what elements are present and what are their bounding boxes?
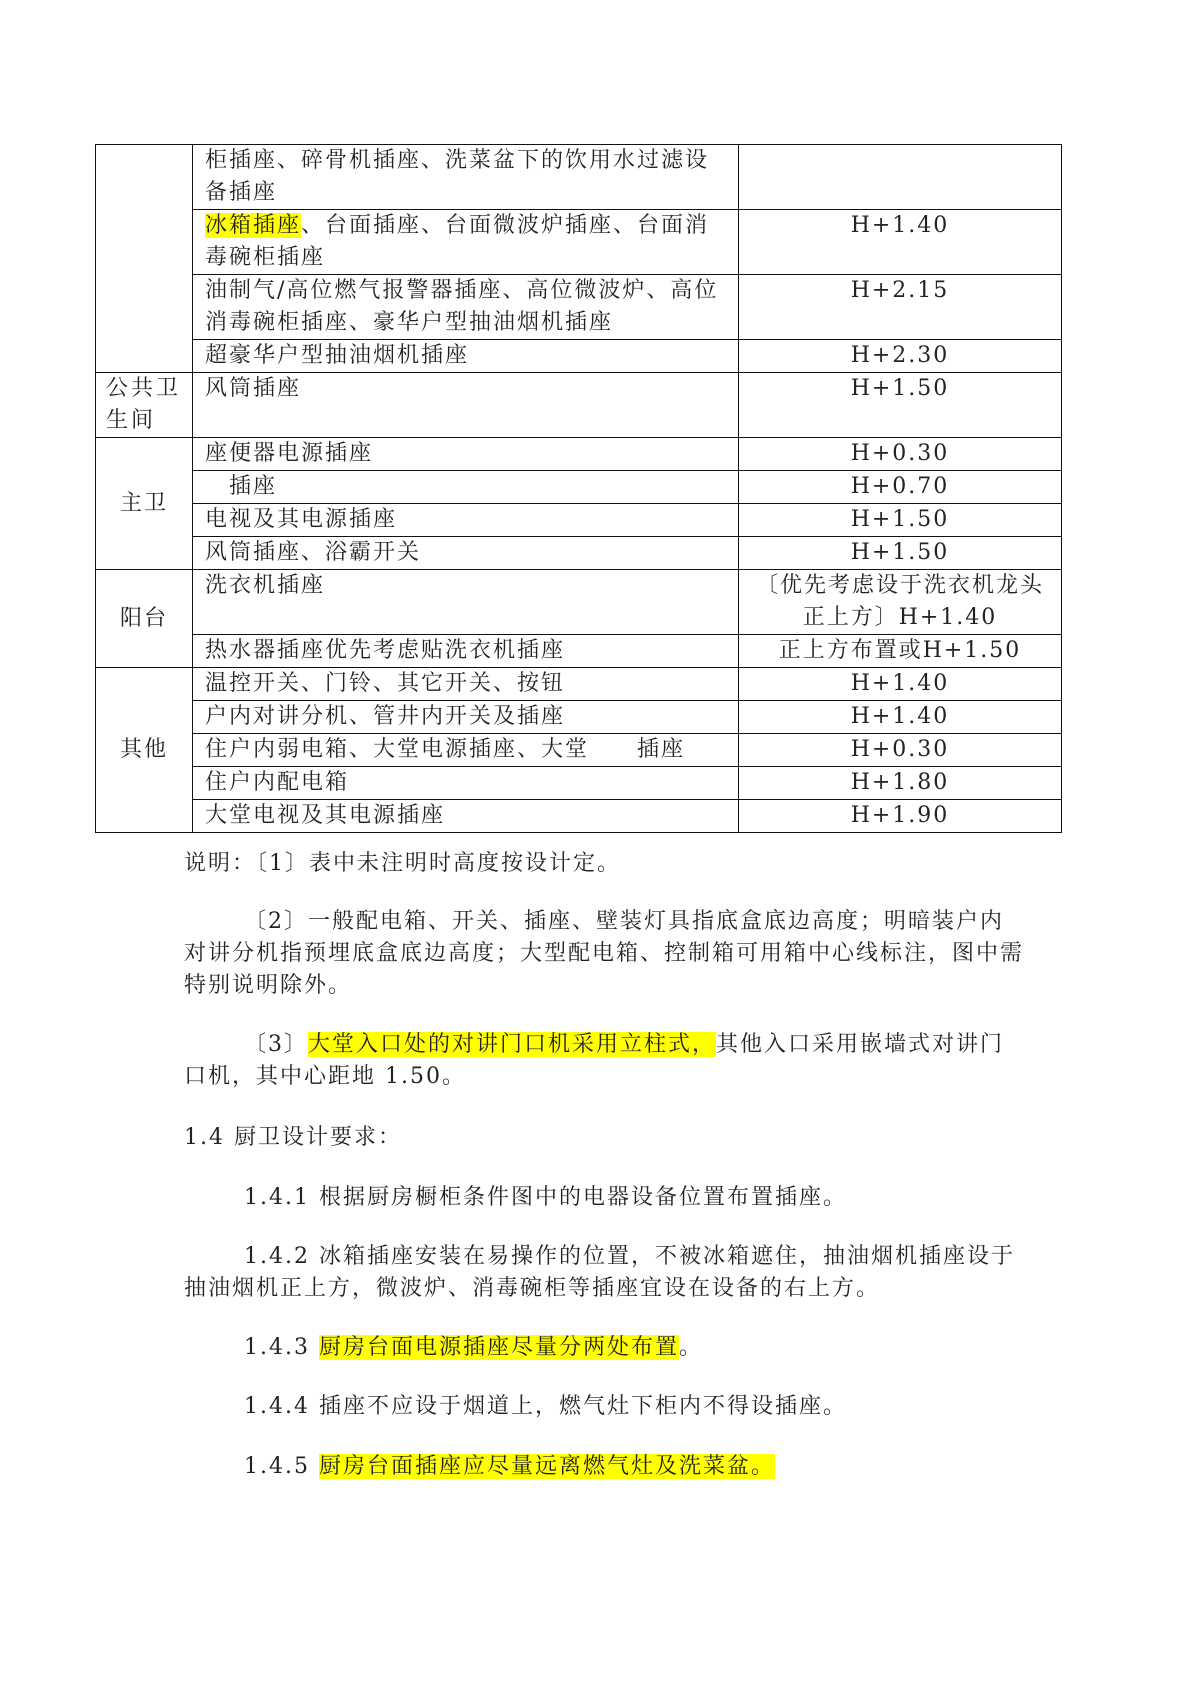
- item-1-4-5-highlight: 厨房台面插座应尽量远离燃气灶及洗菜盆。: [318, 1454, 775, 1479]
- desc-cell: 洗衣机插座: [193, 570, 739, 635]
- value-cell: H+1.40: [739, 701, 1062, 734]
- desc-cell: 大堂电视及其电源插座: [193, 800, 739, 833]
- value-cell: H+1.40: [739, 668, 1062, 701]
- note-3-prefix: 〔3〕: [244, 1032, 308, 1057]
- desc-cell: 柜插座、碎骨机插座、洗菜盆下的饮用水过滤设备插座: [193, 145, 739, 210]
- table-row: [96, 734, 1062, 767]
- category-cell: 其他: [96, 668, 193, 833]
- desc-cell: 超豪华户型抽油烟机插座: [193, 340, 739, 373]
- desc-cell: 温控开关、门铃、其它开关、按钮: [193, 668, 739, 701]
- desc-cell: 户内对讲分机、管井内开关及插座: [193, 701, 739, 734]
- value-cell: H+2.15: [739, 275, 1062, 340]
- desc-cell: [193, 210, 739, 275]
- table-row: [96, 373, 1062, 438]
- value-cell: H+1.90: [739, 800, 1062, 833]
- category-cell: 公共卫生间: [96, 373, 193, 438]
- desc-cell: 住户内配电箱: [193, 767, 739, 800]
- value-cell: H+1.50: [739, 504, 1062, 537]
- table-row: [96, 570, 1062, 635]
- value-cell: H+1.50: [739, 373, 1062, 438]
- desc-cell: 插座: [193, 471, 739, 504]
- note-3-text: 其他入口采用嵌墙式对讲门口机，其中心距地 1.50。: [184, 1032, 1005, 1089]
- value-cell: 正上方布置或H+1.50: [739, 635, 1062, 668]
- item-1-4-3-highlight: 厨房台面电源插座尽量分两处布置: [318, 1335, 679, 1360]
- note-3: [184, 1029, 1024, 1093]
- note-3-highlight: 大堂入口处的对讲门口机采用立柱式，: [308, 1032, 717, 1057]
- desc-cell: 油制气/高位燃气报警器插座、高位微波炉、高位消毒碗柜插座、豪华户型抽油烟机插座: [193, 275, 739, 340]
- item-number: 1.4.3: [244, 1335, 319, 1360]
- value-cell: H+1.40: [739, 210, 1062, 275]
- category-cell: 主卫: [96, 438, 193, 570]
- desc-cell: 电视及其电源插座: [193, 504, 739, 537]
- highlight-text: 冰箱插座: [205, 213, 302, 238]
- value-cell: H+0.70: [739, 471, 1062, 504]
- table-row: [96, 145, 1062, 210]
- value-cell: H+0.30: [739, 438, 1062, 471]
- table-row: [96, 210, 1062, 275]
- desc-cell: 住户内弱电箱、大堂电源插座、大堂 插座: [193, 734, 739, 767]
- item-1-4-4: 1.4.4 插座不应设于烟道上，燃气灶下柜内不得设插座。: [244, 1394, 847, 1419]
- item-text: 。: [679, 1335, 704, 1360]
- value-cell: H+1.50: [739, 537, 1062, 570]
- value-cell: H+0.30: [739, 734, 1062, 767]
- value-cell: H+2.30: [739, 340, 1062, 373]
- desc-cell: 座便器电源插座: [193, 438, 739, 471]
- value-cell: H+1.80: [739, 767, 1062, 800]
- value-cell: 〔优先考虑设于洗衣机龙头正上方〕H+1.40: [739, 570, 1062, 635]
- table-row: [96, 340, 1062, 373]
- table-row: [96, 635, 1062, 668]
- table-row: [96, 668, 1062, 701]
- desc-cell: 热水器插座优先考虑贴洗衣机插座: [193, 635, 739, 668]
- desc-cell: 风筒插座: [193, 373, 739, 438]
- category-cell: 阳台: [96, 570, 193, 668]
- table-row: [96, 504, 1062, 537]
- table-row: [96, 537, 1062, 570]
- table-row: [96, 800, 1062, 833]
- item-1-4-1: 1.4.1 根据厨房橱柜条件图中的电器设备位置布置插座。: [244, 1185, 847, 1210]
- desc-cell: 风筒插座、浴霸开关: [193, 537, 739, 570]
- item-1-4-2: 1.4.2 冰箱插座安装在易操作的位置，不被冰箱遮住，抽油烟机插座设于抽油烟机正上方，微波炉、消毒碗柜等插座宜设在设备的右上方。: [184, 1244, 1015, 1301]
- table-row: [96, 438, 1062, 471]
- item-1-4-3: [184, 1332, 1024, 1364]
- item-1-4-5: [184, 1451, 1024, 1483]
- value-cell: [739, 145, 1062, 210]
- outlet-height-table: [95, 144, 1062, 833]
- table-row: [96, 471, 1062, 504]
- note-1: 说明：〔1〕表中未注明时高度按设计定。: [184, 851, 621, 876]
- table-row: [96, 275, 1062, 340]
- category-cell-kitchen: [96, 145, 193, 373]
- item-number: 1.4.5: [244, 1454, 319, 1479]
- table-row: [96, 767, 1062, 800]
- table-row: [96, 701, 1062, 734]
- section-title: 1.4 厨卫设计要求：: [184, 1125, 402, 1150]
- desc-text: 、台面插座、台面微波炉插座、台面消毒碗柜插座: [205, 213, 710, 270]
- note-2: 〔2〕一般配电箱、开关、插座、壁装灯具指底盒底边高度；明暗装户内对讲分机指预埋底盒底边高度；大型配电箱、控制箱可用箱中心线标注，图中需特别说明除外。: [184, 909, 1025, 998]
